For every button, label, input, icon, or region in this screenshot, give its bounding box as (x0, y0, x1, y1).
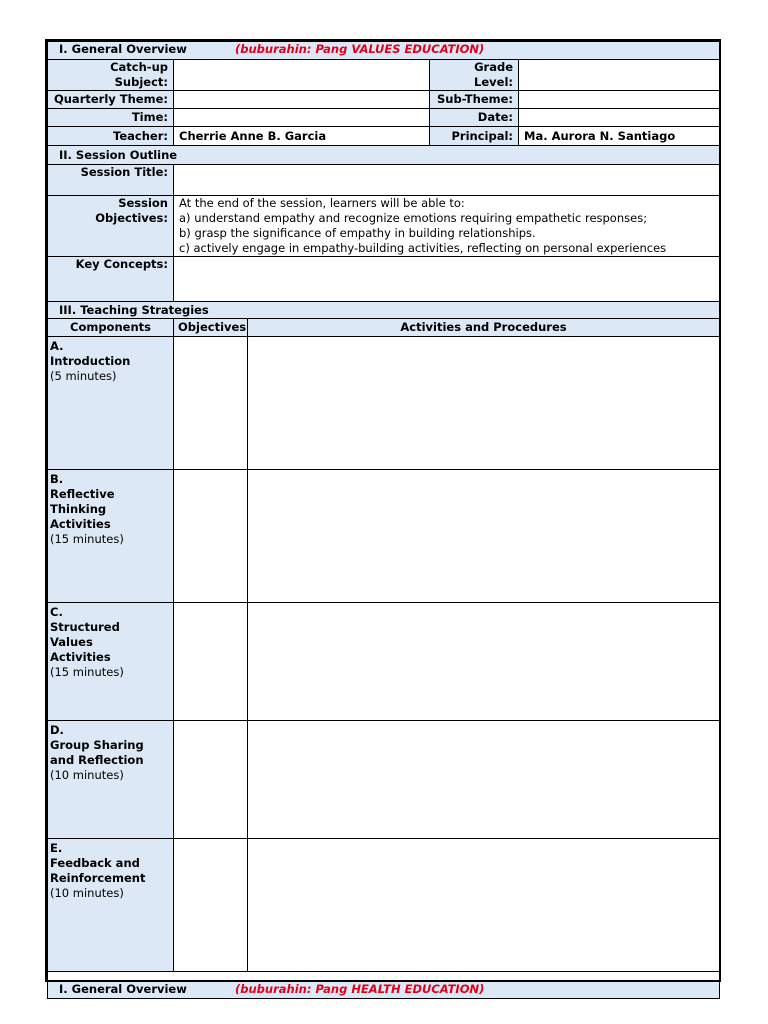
footer-header (48, 982, 720, 999)
objectives-line: a) understand empathy and recognize emotions requiring empathetic responses; (179, 211, 648, 225)
component-row-c (48, 603, 720, 721)
spacer-row (48, 972, 720, 982)
session-objectives-label: Session Objectives: (48, 196, 174, 257)
reflective-objectives-cell[interactable] (174, 470, 248, 603)
footer-heading: I. General Overview (59, 982, 187, 996)
grade-level-label: Grade Level: (430, 60, 519, 91)
principal-field[interactable]: Ma. Aurora N. Santiago (519, 127, 720, 146)
component-row-d (48, 721, 720, 839)
section3-heading: III. Teaching Strategies (48, 302, 720, 319)
section3-header-row (48, 302, 720, 319)
col-activities-header: Activities and Procedures (248, 319, 720, 337)
feedback-activities-cell[interactable] (248, 839, 720, 972)
row-key-concepts (48, 257, 720, 302)
component-title: Structured Values (50, 620, 120, 649)
component-letter: B. (50, 472, 64, 486)
catchup-subject-label: Catch-up Subject: (48, 60, 174, 91)
col-objectives-header: Objectives (174, 319, 248, 337)
row-session-title (48, 165, 720, 196)
quarterly-theme-field[interactable] (174, 91, 430, 109)
introduction-objectives-cell[interactable] (174, 337, 248, 470)
key-concepts-label: Key Concepts: (48, 257, 174, 302)
introduction-activities-cell[interactable] (248, 337, 720, 470)
component-duration: (5 minutes) (50, 369, 117, 383)
footer-header-row (48, 982, 720, 999)
group-sharing-objectives-cell[interactable] (174, 721, 248, 839)
component-title: and Reflection (50, 753, 144, 767)
col-components-header: Components (48, 319, 174, 337)
objectives-line: At the end of the session, learners will be able to: (179, 196, 465, 210)
component-introduction (48, 337, 174, 470)
catchup-subject-field[interactable] (174, 60, 430, 91)
lesson-plan-table (47, 41, 720, 999)
component-title: Reinforcement (50, 871, 146, 885)
section2-heading: II. Session Outline (48, 146, 720, 165)
component-duration: (10 minutes) (50, 768, 124, 782)
teacher-field[interactable]: Cherrie Anne B. Garcia (174, 127, 430, 146)
structured-activities-cell[interactable] (248, 603, 720, 721)
component-title: Reflective (50, 487, 115, 501)
component-feedback (48, 839, 174, 972)
date-label: Date: (430, 109, 519, 127)
group-sharing-activities-cell[interactable] (248, 721, 720, 839)
section2-header-row (48, 146, 720, 165)
spacer-cell (48, 972, 720, 982)
teacher-label: Teacher: (48, 127, 174, 146)
component-letter: E. (50, 841, 63, 855)
component-reflective-thinking (48, 470, 174, 603)
component-title: Feedback and (50, 856, 140, 870)
component-letter: A. (50, 339, 64, 353)
sub-theme-label: Sub-Theme: (430, 91, 519, 109)
component-letter: D. (50, 723, 64, 737)
row-teacher (48, 127, 720, 146)
footer-note: (buburahin: Pang HEALTH EDUCATION) (235, 982, 485, 996)
component-title: Introduction (50, 354, 131, 368)
section1-note: (buburahin: Pang VALUES EDUCATION) (235, 42, 485, 56)
principal-label: Principal: (430, 127, 519, 146)
lesson-plan-form (45, 39, 721, 996)
key-concepts-field[interactable] (174, 257, 720, 302)
component-structured-values (48, 603, 174, 721)
quarterly-theme-label: Quarterly Theme: (48, 91, 174, 109)
row-theme (48, 91, 720, 109)
grade-level-field[interactable] (519, 60, 720, 91)
section1-heading: I. General Overview (59, 42, 187, 56)
component-duration: (15 minutes) (50, 665, 124, 679)
sub-theme-field[interactable] (519, 91, 720, 109)
row-time (48, 109, 720, 127)
session-title-label: Session Title: (48, 165, 174, 196)
time-label: Time: (48, 109, 174, 127)
reflective-activities-cell[interactable] (248, 470, 720, 603)
row-catchup (48, 60, 720, 91)
row-session-objectives (48, 196, 720, 257)
component-title: Activities (50, 517, 111, 531)
objectives-line: c) actively engage in empathy-building activities, reflecting on personal experiences (179, 241, 667, 255)
component-row-a (48, 337, 720, 470)
component-letter: C. (50, 605, 63, 619)
strategies-column-headers (48, 319, 720, 337)
date-field[interactable] (519, 109, 720, 127)
component-duration: (15 minutes) (50, 532, 124, 546)
component-title: Activities (50, 650, 111, 664)
session-title-field[interactable] (174, 165, 720, 196)
structured-objectives-cell[interactable] (174, 603, 248, 721)
component-group-sharing (48, 721, 174, 839)
component-row-b (48, 470, 720, 603)
component-duration: (10 minutes) (50, 886, 124, 900)
component-title: Group Sharing (50, 738, 144, 752)
component-row-e (48, 839, 720, 972)
session-objectives-field[interactable] (174, 196, 720, 257)
section1-header (48, 42, 720, 60)
section1-header-row (48, 42, 720, 60)
component-title: Thinking (50, 502, 107, 516)
feedback-objectives-cell[interactable] (174, 839, 248, 972)
objectives-line: b) grasp the significance of empathy in building relationships. (179, 226, 536, 240)
time-field[interactable] (174, 109, 430, 127)
